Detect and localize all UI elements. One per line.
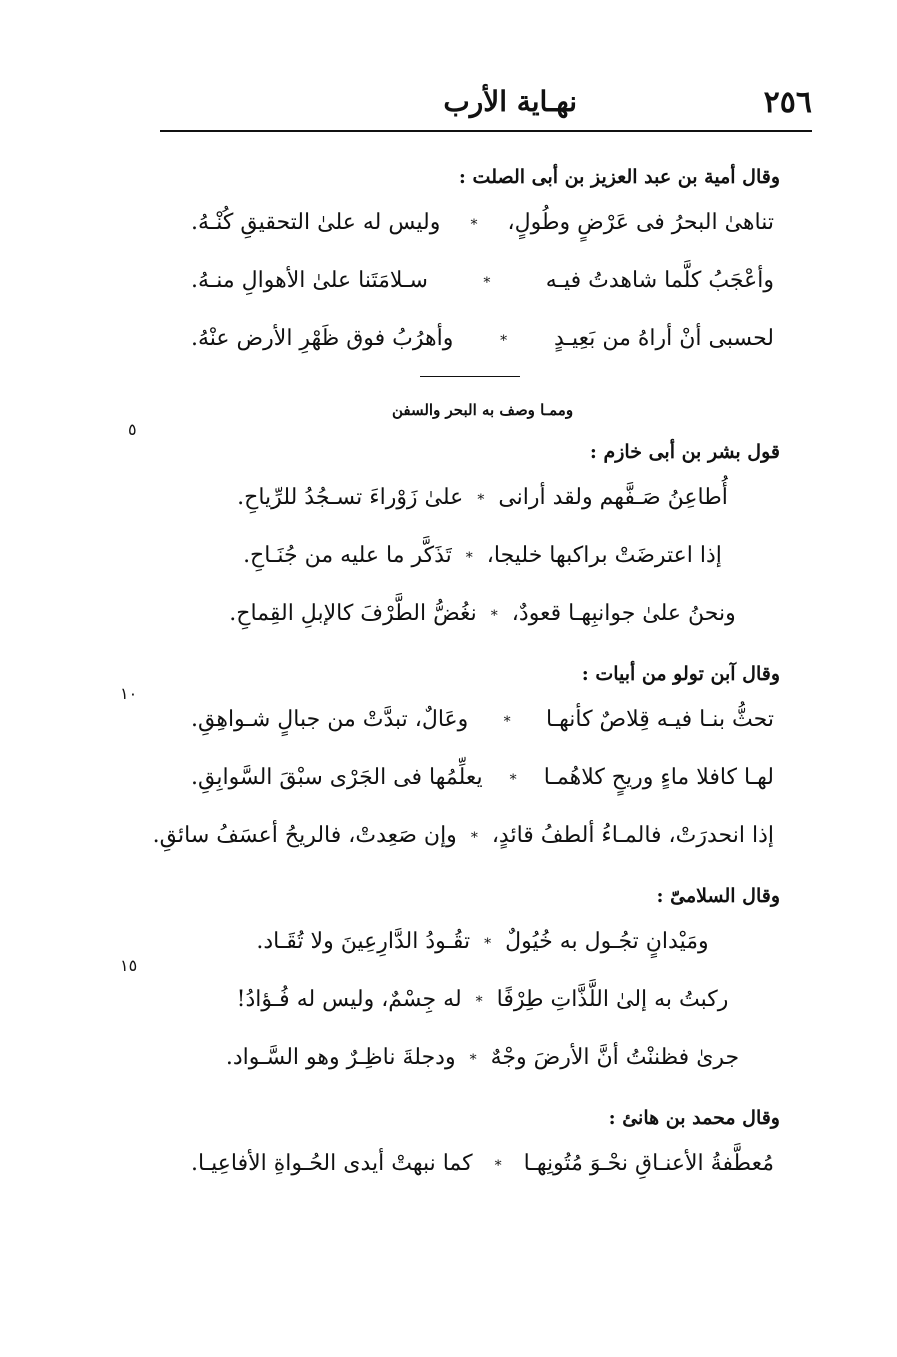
verse-separator: * xyxy=(477,492,485,508)
verse-separator: * xyxy=(503,714,511,730)
verse-separator: * xyxy=(484,936,492,952)
second-hemistich: نغُضُّ الطَّرْفَ كالإبلِ القِماحِ. xyxy=(229,601,477,626)
first-hemistich: إذا انحدرَتْ، فالمـاءُ ألطفُ قائدٍ، xyxy=(491,823,774,848)
page-number: ٢٥٦ xyxy=(763,85,812,120)
first-hemistich: لهـا كافلا ماءٍ وريحٍ كلاهُمـا xyxy=(543,765,774,790)
first-hemistich: مُعطَّفةُ الأعنـاقِ نحْـوَ مُتُونِهـا xyxy=(523,1151,774,1176)
poem-section xyxy=(185,879,780,1087)
section-intro: وقال أمية بن عبد العزيز بن أبى الصلت : xyxy=(458,166,780,188)
verse-line xyxy=(185,1029,780,1087)
second-hemistich: علىٰ زَوْراءَ تسـجُدُ للرِّياحِ. xyxy=(237,485,464,510)
verse-separator: * xyxy=(469,1052,477,1068)
second-hemistich: ودجلةَ ناظِـرٌ وهو السَّـواد. xyxy=(225,1045,456,1070)
header-rule xyxy=(160,130,812,132)
verse-line xyxy=(185,913,780,971)
first-hemistich: ركبتُ به إلىٰ اللَّذَّاتِ طِرْفًا xyxy=(496,987,729,1012)
verse-line xyxy=(185,310,780,368)
running-title: نهـاية الأرب xyxy=(443,85,577,118)
second-hemistich: تَذَكَّر ما عليه من جُنَـاحِ. xyxy=(243,543,452,568)
first-hemistich: ونحنُ علىٰ جوانبِهـا قعودٌ، xyxy=(511,601,736,626)
spacer xyxy=(185,643,780,657)
verse-line xyxy=(185,691,780,749)
second-hemistich: وإن صَعِدتْ، فالريحُ أعسَفُ سائقِ. xyxy=(152,823,457,848)
section-intro: وقال آبن تولو من أبيات : xyxy=(581,663,780,685)
second-hemistich: وليس له علىٰ التحقيقِ كُنْـهُ. xyxy=(191,210,441,235)
first-hemistich: أُطاعِنُ صَـفَّهم ولقد أرانى xyxy=(498,485,728,510)
first-hemistich: لحسبى أنْ أراهُ من بَعِيـدٍ xyxy=(553,326,774,351)
verse-separator: * xyxy=(483,275,491,291)
verse-line xyxy=(185,252,780,310)
poem-section xyxy=(185,435,780,643)
line-number-15: ١٥ xyxy=(120,956,138,975)
subheading: وممـا وصف به البحر والسفن xyxy=(391,401,574,419)
first-hemistich: جرىٰ فظننْتُ أنَّ الأرضَ وجْهٌ xyxy=(490,1045,740,1070)
section-intro: وقال محمد بن هانئ : xyxy=(608,1107,780,1129)
second-hemistich: يعلِّمُها فى الجَرْى سبْقَ السَّوابِقِ. xyxy=(191,765,483,790)
second-hemistich: تقُـودُ الدَّارِعِينَ ولا تُقَـاد. xyxy=(256,929,471,954)
verse-line xyxy=(185,194,780,252)
verse-line xyxy=(185,585,780,643)
second-hemistich: كما نبهتْ أيدى الحُـواةِ الأفاعِيـا. xyxy=(191,1151,473,1176)
verse-line xyxy=(185,469,780,527)
second-hemistich: وعَالٌ، تبدَّتْ من جبالٍ شـواهِقِ. xyxy=(191,707,469,732)
verse-separator: * xyxy=(470,830,478,846)
verse-line xyxy=(185,749,780,807)
first-hemistich: تناهىٰ البحرُ فى عَرْضٍ وطُولٍ، xyxy=(507,210,774,235)
first-hemistich: ومَيْدانٍ تجُـول به خُيُولٌ xyxy=(505,929,709,954)
spacer xyxy=(185,1087,780,1101)
section-intro: وقال السلامىّ : xyxy=(656,885,780,907)
section-intro: قول بشر بن أبى خازم : xyxy=(589,441,780,463)
first-hemistich: تحثُّ بنـا فيـه قِلاصٌ كأنهـا xyxy=(545,707,774,732)
section-divider xyxy=(420,376,520,377)
second-hemistich: له جِسْمٌ، وليس له فُـؤادُ! xyxy=(236,987,462,1012)
first-hemistich: وأعْجَبُ كلَّما شاهدتُ فيـه xyxy=(545,268,774,293)
verse-line xyxy=(185,527,780,585)
verse-separator: * xyxy=(500,333,508,349)
verse-separator: * xyxy=(465,550,473,566)
page-body xyxy=(152,160,780,1193)
second-hemistich: سـلامَتَنا علىٰ الأهوالِ منـهُ. xyxy=(191,268,428,293)
poem-section xyxy=(152,657,780,865)
poem-section xyxy=(185,160,780,368)
verse-line xyxy=(185,971,780,1029)
first-hemistich: إذا اعترضَتْ براكبها خليجا، xyxy=(486,543,722,568)
verse-line xyxy=(152,807,780,865)
verse-separator: * xyxy=(490,608,498,624)
verse-line xyxy=(185,1135,780,1193)
verse-separator: * xyxy=(475,994,483,1010)
verse-separator: * xyxy=(494,1158,502,1174)
spacer xyxy=(185,865,780,879)
verse-separator: * xyxy=(470,217,478,233)
second-hemistich: وأهرُبُ فوق ظَهْرِ الأرض عنْهُ. xyxy=(191,326,454,351)
page-header xyxy=(160,85,812,131)
line-number-10: ١٠ xyxy=(120,684,138,703)
verse-separator: * xyxy=(509,772,517,788)
line-number-5: ٥ xyxy=(128,420,137,439)
poem-section xyxy=(185,1101,780,1193)
